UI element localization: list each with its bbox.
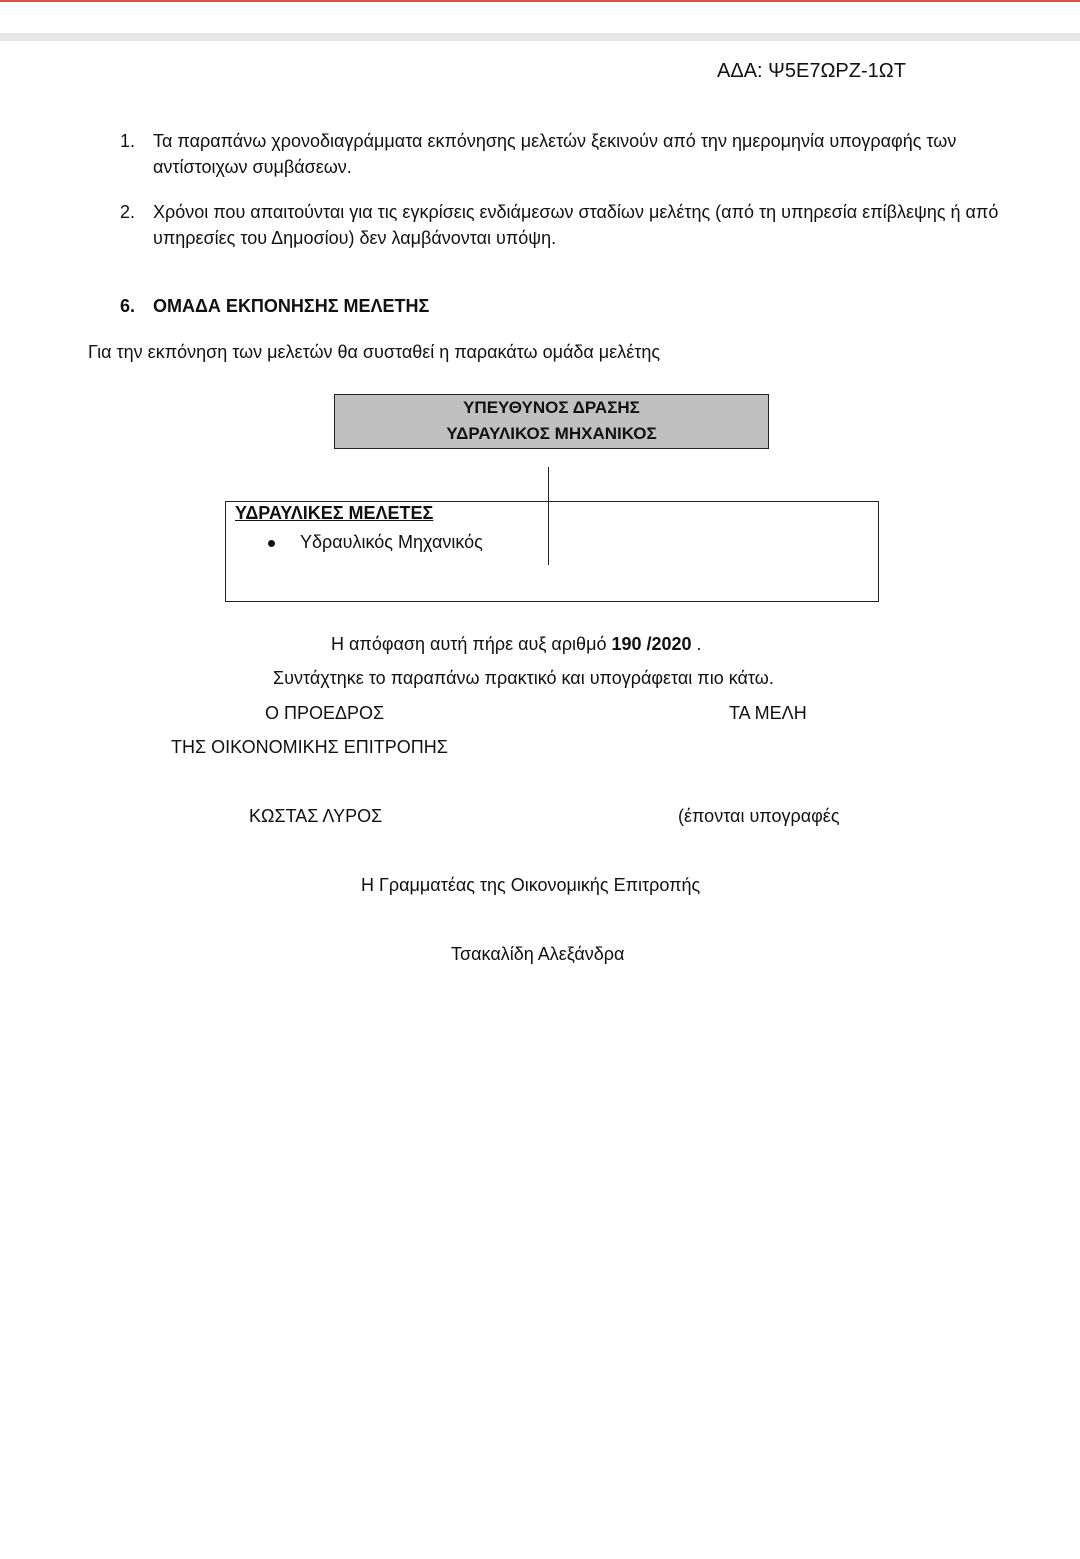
decision-suffix: . (691, 634, 702, 654)
top-red-line (0, 0, 1080, 2)
president-label: Ο ΠΡΟΕΔΡΟΣ (265, 703, 385, 723)
section-heading (120, 296, 520, 322)
connector-line (548, 467, 549, 565)
list-item-text: Υδραυλικός Μηχανικός (300, 532, 483, 552)
compiled-text: Συντάχτηκε το παραπάνω πρακτικό και υπογράφεται πιο κάτω. (273, 668, 774, 688)
hydraulic-studies-box (225, 501, 879, 602)
members-label: ΤΑ ΜΕΛΗ (729, 703, 807, 723)
section-title: ΟΜΑΔΑ ΕΚΠΟΝΗΣΗΣ ΜΕΛΕΤΗΣ (153, 296, 430, 316)
team-lead-title: ΥΠΕΥΘΥΝΟΣ ΔΡΑΣΗΣ (463, 398, 640, 417)
ada-code: ΑΔΑ: Ψ5Ε7ΩΡΖ-1ΩΤ (717, 60, 906, 82)
section-number: 6. (120, 296, 136, 316)
decision-prefix: Η απόφαση αυτή πήρε αυξ αριθμό (331, 634, 612, 654)
note-text: Χρόνοι που απαιτούνται για τις εγκρίσεις ενδιάμεσων σταδίων μελέτης (από τη υπηρεσία επίβλεψης ή από υπηρεσίες του Δημοσίου) δεν λαμβάνονται υπόψη. (153, 202, 999, 248)
decision-line (331, 634, 702, 655)
president-committee: ΤΗΣ ΟΙΚΟΝΟΜΙΚΗΣ ΕΠΙΤΡΟΠΗΣ (171, 737, 448, 757)
note-number: 2. (120, 202, 136, 222)
bullet-icon (268, 540, 275, 547)
team-lead-role: ΥΔΡΑΥΛΙΚΟΣ ΜΗΧΑΝΙΚΟΣ (446, 424, 657, 443)
president-name: ΚΩΣΤΑΣ ΛΥΡΟΣ (249, 806, 383, 826)
team-lead-box (334, 394, 769, 449)
secretary-label: Η Γραμματέας της Οικονομικής Επιτροπής (361, 875, 701, 895)
top-gray-band (0, 33, 1080, 41)
secretary-name: Τσακαλίδη Αλεξάνδρα (451, 944, 625, 964)
note-number: 1. (120, 131, 136, 151)
members-note: (έπονται υπογραφές (678, 806, 840, 826)
intro-text: Για την εκπόνηση των μελετών θα συσταθεί η παρακάτω ομάδα μελέτης (88, 342, 661, 362)
decision-number: 190 /2020 (611, 634, 692, 654)
hydraulic-studies-title: ΥΔΡΑΥΛΙΚΕΣ ΜΕΛΕΤΕΣ (235, 503, 434, 523)
note-text: Τα παραπάνω χρονοδιαγράμματα εκπόνησης μελετών ξεκινούν από την ημερομηνία υπογραφής των αντίστοιχων συμβάσεων. (153, 131, 957, 177)
